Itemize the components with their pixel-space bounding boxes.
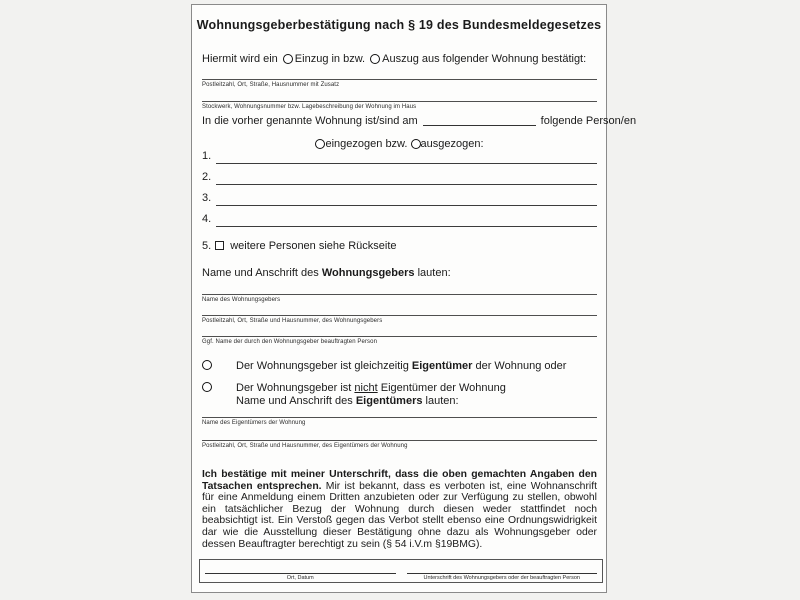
person-row-1 [202,150,597,164]
person-number-3: 3. [202,192,212,204]
move-sentence-pre: In die vorher genannte Wohnung ist/sind am [202,115,418,127]
owner-address-field[interactable] [202,440,597,449]
declaration-bold-lead: Ich bestätige mit meiner Unterschrift, dass die oben gemachten Angaben den Tatsachen entsprechen. [202,469,597,492]
owner-option1-bold: Eigentümer [411,360,473,372]
owner-different-radio[interactable] [202,382,212,392]
landlord-signature-line[interactable] [407,561,598,574]
move-type-row [202,53,597,65]
person-line-4[interactable] [216,213,597,227]
apartment-address-field[interactable] [202,79,597,88]
move-date-blank[interactable] [423,115,536,126]
landlord-heading-post: lauten: [414,267,451,279]
auszug-radio[interactable] [370,54,380,64]
apartment-location-label: Stockwerk, Wohnungsnummer bzw. Lagebeschreibung der Wohnung im Haus [202,104,417,110]
owner-name-label: Name des Eigentümers der Wohnung [202,420,306,426]
move-direction-row [202,138,597,150]
move-date-row [202,115,637,127]
place-date-signature-line[interactable] [205,561,396,574]
person-number-5: 5. [202,240,212,252]
person-line-2[interactable] [216,171,597,185]
owner-option2-line2-bold: Eigentümers [355,395,423,407]
ausgezogen-label: ausgezogen: [420,138,484,150]
landlord-address-field[interactable] [202,315,597,324]
einzug-radio[interactable] [283,54,293,64]
owner-same-radio[interactable] [202,360,212,370]
signature-box [199,559,603,583]
owner-name-field[interactable] [202,417,597,426]
more-persons-label: weitere Personen siehe Rückseite [230,240,397,252]
person-line-1[interactable] [216,150,597,164]
person-number-4: 4. [202,213,212,225]
owner-option2-line1 [236,382,506,395]
person-row-3 [202,192,597,206]
landlord-signature-label: Unterschrift des Wohnungsgebers oder der beauftragten Person [423,575,580,581]
person-line-3[interactable] [216,192,597,206]
apartment-address-label: Postleitzahl, Ort, Straße, Hausnummer mit Zusatz [202,82,340,88]
declaration-body-text: Mir ist bekannt, dass es verboten ist, eine Wohnanschrift für eine Anmeldung einem Dritten anzubieten oder zur Verfügung zu stellen, obwohl ein tatsächlicher Bezug der Wohnung durch diesen weder stattfindet noch beabsichtigt ist. Ein Verstoß gegen das Verbot stellt ebenso eine Ordnungswidrigkeit dar wie die Ausstellung dieser Bestätigung ohne dazu als Wohnungsgeber oder dessen Beauftragter berechtigt zu sein (§ 54 i.V.m §19BMG). [202,480,597,550]
landlord-heading-bold: Wohnungsgebers [321,267,415,279]
landlord-name-field[interactable] [202,294,597,303]
einzug-label: Einzug in bzw. [294,53,366,65]
form-title: Wohnungsgeberbestätigung nach § 19 des Bundesmeldegesetzes [196,18,602,32]
owner-option2-line2 [236,395,506,408]
ausgezogen-radio[interactable] [411,139,421,149]
owner-option2-pre: Der Wohnungsgeber ist [236,382,355,394]
person-row-4 [202,213,597,227]
signature-sign-column [407,561,598,581]
more-persons-checkbox[interactable] [215,241,224,250]
owner-option-different-row [202,382,597,408]
signature-date-column [205,561,396,581]
landlord-heading-pre: Name und Anschrift des [202,267,322,279]
form-sheet [191,4,637,593]
landlord-address-label: Postleitzahl, Ort, Straße und Hausnummer, des Wohnungsgebers [202,318,383,324]
bzw-label: bzw. [385,138,408,150]
owner-option2-nicht: nicht [354,382,378,394]
owner-option-same-row [202,360,597,373]
place-date-label: Ort, Datum [286,575,314,581]
owner-address-label: Postleitzahl, Ort, Straße und Hausnummer, des Eigentümers der Wohnung [202,443,408,449]
intro-prefix: Hiermit wird ein [202,53,278,65]
landlord-heading [202,267,597,279]
landlord-name-label: Name des Wohnungsgebers [202,297,281,303]
owner-option1-pre: Der Wohnungsgeber ist gleichzeitig [236,360,412,372]
declaration-paragraph [202,469,597,550]
owner-option1-post: der Wohnung oder [472,360,567,372]
landlord-agent-label: Ggf. Name der durch den Wohnungsgeber beauftragten Person [202,339,378,345]
owner-option2-line2-pre: Name und Anschrift des [236,395,356,407]
owner-different-text [236,382,506,408]
auszug-label: Auszug aus folgender Wohnung bestätigt: [382,53,587,65]
apartment-location-field[interactable] [202,101,597,110]
person-row-2 [202,171,597,185]
landlord-agent-field[interactable] [202,336,597,345]
owner-same-text [236,360,566,373]
owner-option2-line2-post: lauten: [422,395,459,407]
move-sentence-post: folgende Person/en [540,115,637,127]
eingezogen-radio[interactable] [315,139,325,149]
eingezogen-label: eingezogen [325,138,383,150]
more-persons-row [202,240,597,252]
owner-option2-post: Eigentümer der Wohnung [377,382,506,394]
person-number-1: 1. [202,150,212,162]
person-number-2: 2. [202,171,212,183]
